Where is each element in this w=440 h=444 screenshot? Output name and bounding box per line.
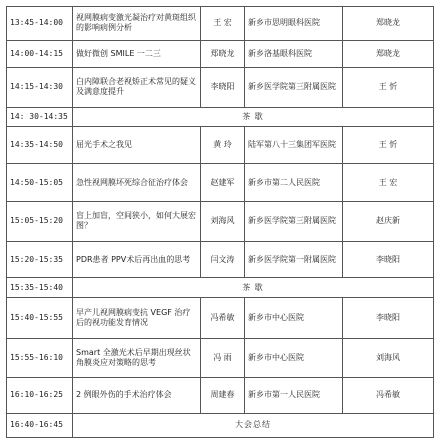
session-time: 15:35-15:40 xyxy=(7,278,73,298)
speaker-name: 赵建军 xyxy=(201,164,245,202)
speaker-name: 刘海风 xyxy=(201,202,245,241)
session-row xyxy=(7,68,434,107)
session-topic: 急性视网膜坏死综合征治疗体会 xyxy=(73,164,201,202)
speaker-organization: 新乡洛基眼科医院 xyxy=(245,40,343,68)
speaker-organization: 新乡市第一人民医院 xyxy=(245,377,343,413)
break-row xyxy=(7,107,434,127)
session-topic: 白内障联合老视矫正术常见的疑义及满意度提升 xyxy=(73,68,201,107)
session-row xyxy=(7,377,434,413)
moderator-name: 郑晓龙 xyxy=(343,40,434,68)
session-topic: 做好微创 SMILE 一二三 xyxy=(73,40,201,68)
session-topic: 盲上加盲，空间狭小，如何大展宏图？ xyxy=(73,202,201,241)
schedule-table xyxy=(6,6,434,438)
speaker-name: 冯 雨 xyxy=(201,338,245,377)
session-topic: PDR患者 PPV术后再出血的思考 xyxy=(73,241,201,278)
moderator-name: 赵庆新 xyxy=(343,202,434,241)
speaker-name: 闫文涛 xyxy=(201,241,245,278)
break-label: 茶 歇 xyxy=(73,107,434,127)
speaker-name: 冯希敏 xyxy=(201,298,245,338)
moderator-name: 王 宏 xyxy=(343,164,434,202)
session-topic: 早产儿视网膜病变抗 VEGF 治疗后的视功能发育情况 xyxy=(73,298,201,338)
session-time: 14:00-14:15 xyxy=(7,40,73,68)
moderator-name: 王 忻 xyxy=(343,127,434,164)
speaker-name: 黄 玲 xyxy=(201,127,245,164)
speaker-organization: 新乡医学院第三附属医院 xyxy=(245,202,343,241)
session-topic: 2 例眼外伤的手术治疗体会 xyxy=(73,377,201,413)
speaker-name: 王 宏 xyxy=(201,7,245,41)
session-row xyxy=(7,40,434,68)
session-topic: 屈光手术之我见 xyxy=(73,127,201,164)
moderator-name: 李晓阳 xyxy=(343,298,434,338)
moderator-name: 王 忻 xyxy=(343,68,434,107)
moderator-name: 冯希敏 xyxy=(343,377,434,413)
moderator-name: 刘海风 xyxy=(343,338,434,377)
session-time: 16:10-16:25 xyxy=(7,377,73,413)
session-row xyxy=(7,7,434,41)
session-time: 15:55-16:10 xyxy=(7,338,73,377)
session-row xyxy=(7,202,434,241)
speaker-organization: 新乡市思明眼科医院 xyxy=(245,7,343,41)
session-time: 13:45-14:00 xyxy=(7,7,73,41)
session-time: 15:20-15:35 xyxy=(7,241,73,278)
speaker-organization: 新乡市第二人民医院 xyxy=(245,164,343,202)
session-row xyxy=(7,338,434,377)
session-row xyxy=(7,164,434,202)
speaker-name: 周建春 xyxy=(201,377,245,413)
moderator-name: 李晓阳 xyxy=(343,241,434,278)
schedule-body xyxy=(7,7,434,438)
break-row xyxy=(7,413,434,437)
session-row xyxy=(7,127,434,164)
session-topic: 视网膜病变激光凝治疗对黄斑组织的影响病例分析 xyxy=(73,7,201,41)
break-label: 茶 歇 xyxy=(73,278,434,298)
session-time: 16:40-16:45 xyxy=(7,413,73,437)
session-time: 15:05-15:20 xyxy=(7,202,73,241)
speaker-organization: 新乡医学院第三附属医院 xyxy=(245,68,343,107)
speaker-organization: 新乡市中心医院 xyxy=(245,298,343,338)
session-time: 14:35-14:50 xyxy=(7,127,73,164)
session-time: 14:50-15:05 xyxy=(7,164,73,202)
session-time: 14:15-14:30 xyxy=(7,68,73,107)
session-row xyxy=(7,298,434,338)
break-row xyxy=(7,278,434,298)
speaker-name: 郑晓龙 xyxy=(201,40,245,68)
speaker-name: 李晓阳 xyxy=(201,68,245,107)
speaker-organization: 新乡市中心医院 xyxy=(245,338,343,377)
session-row xyxy=(7,241,434,278)
speaker-organization: 陆军第八十三集团军医院 xyxy=(245,127,343,164)
break-label: 大会总结 xyxy=(73,413,434,437)
session-topic: Smart 全激光术后早期出现丝状角膜炎应对策略的思考 xyxy=(73,338,201,377)
speaker-organization: 新乡医学院第一附属医院 xyxy=(245,241,343,278)
moderator-name: 郑晓龙 xyxy=(343,7,434,41)
session-time: 15:40-15:55 xyxy=(7,298,73,338)
session-time: 14: 30-14:35 xyxy=(7,107,73,127)
